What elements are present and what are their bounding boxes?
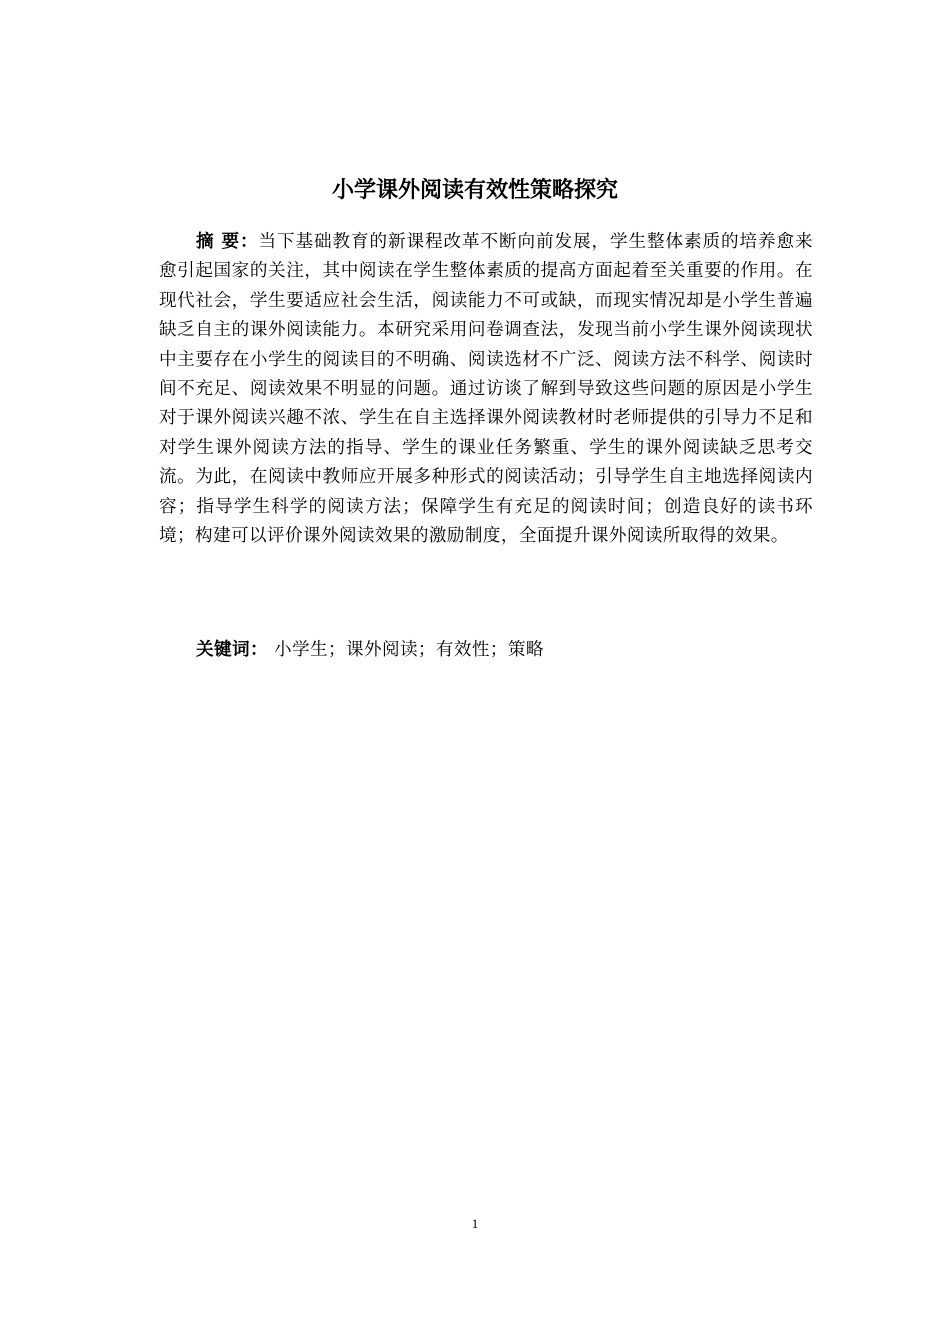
abstract-paragraph xyxy=(159,228,813,551)
abstract-text: 当下基础教育的新课程改革不断向前发展，学生整体素质的培养愈来愈引起国家的关注，其中阅读在学生整体素质的提高方面起着至关重要的作用。在现代社会，学生要适应社会生活，阅读能力不可或缺，而现实情况却是小学生普遍缺乏自主的课外阅读能力。本研究采用问卷调查法，发现当前小学生课外阅读现状中主要存在小学生的阅读目的不明确、阅读选材不广泛、阅读方法不科学、阅读时间不充足、阅读效果不明显的问题。通过访谈了解到导致这些问题的原因是小学生对于课外阅读兴趣不浓、学生在自主选择课外阅读教材时老师提供的引导力不足和对学生课外阅读方法的指导、学生的课业任务繁重、学生的课外阅读缺乏思考交流。为此，在阅读中教师应开展多种形式的阅读活动；引导学生自主地选择阅读内容；指导学生科学的阅读方法；保障学生有充足的阅读时间；创造良好的读书环境；构建可以评价课外阅读效果的激励制度，全面提升课外阅读所取得的效果。 xyxy=(159,232,813,547)
keywords-text: 小学生；课外阅读；有效性；策略 xyxy=(273,640,544,660)
keywords-line xyxy=(196,635,816,665)
page-number: 1 xyxy=(471,1216,479,1231)
keywords-label: 关键词： xyxy=(196,640,268,660)
abstract-label: 摘 要： xyxy=(196,232,259,252)
document-title: 小学课外阅读有效性策略探究 xyxy=(331,178,618,203)
